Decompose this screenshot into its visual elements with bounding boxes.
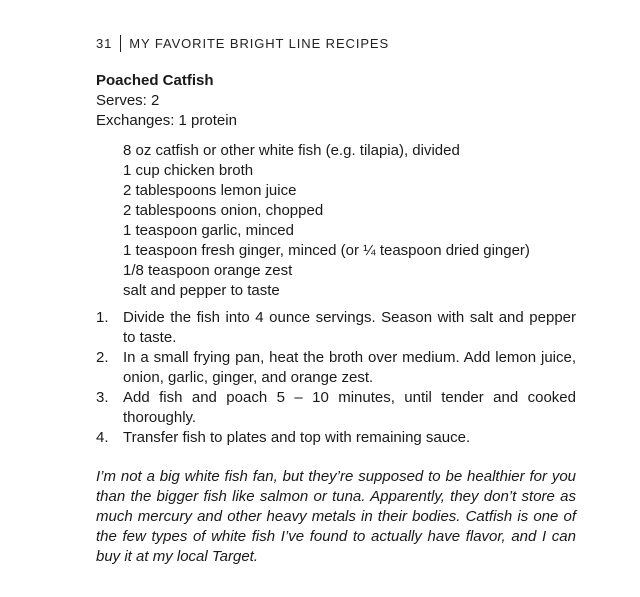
step-number: 2. [96, 349, 109, 366]
instruction-step [96, 308, 576, 348]
step-number: 3. [96, 389, 109, 406]
ingredient-list [123, 141, 530, 301]
ingredient-item: 2 tablespoons onion, chopped [123, 202, 324, 219]
step-number: 1. [96, 309, 109, 326]
instruction-step [96, 388, 576, 428]
step-text: In a small frying pan, heat the broth over medium. Add lemon juice, onion, garlic, ginger, and orange zest. [123, 349, 576, 386]
ingredient-item: salt and pepper to taste [123, 282, 280, 299]
header-divider [120, 35, 121, 52]
ingredient-item: 1 teaspoon garlic, minced [123, 222, 294, 239]
step-text: Divide the fish into 4 ounce servings. Season with salt and pepper to taste. [123, 309, 576, 346]
step-number: 4. [96, 429, 109, 446]
book-title: MY FAVORITE BRIGHT LINE RECIPES [129, 36, 390, 51]
ingredient-item: 1 teaspoon fresh ginger, minced (or ¼ teaspoon dried ginger) [123, 242, 530, 259]
page-header [96, 35, 389, 52]
instruction-list [96, 308, 576, 448]
recipe-exchanges: Exchanges: 1 protein [96, 112, 237, 129]
step-text: Transfer fish to plates and top with remaining sauce. [123, 429, 471, 446]
instruction-step [96, 348, 576, 388]
ingredient-item: 1/8 teaspoon orange zest [123, 262, 293, 279]
author-note: I’m not a big white fish fan, but they’re supposed to be healthier for you than the bigger fish like salmon or tuna. Apparently, they don’t store as much mercury and other heavy metals in their bodies. Catfish is one of the few types of white fish I’ve found to actually have flavor, and I can buy it at my local Target. [96, 468, 576, 565]
page-number: 31 [96, 36, 113, 51]
ingredient-item: 2 tablespoons lemon juice [123, 182, 297, 199]
recipe-heading [96, 71, 237, 131]
ingredient-item: 8 oz catfish or other white fish (e.g. tilapia), divided [123, 142, 460, 159]
ingredient-item: 1 cup chicken broth [123, 162, 254, 179]
recipe-serves: Serves: 2 [96, 92, 160, 109]
step-text: Add fish and poach 5 – 10 minutes, until tender and cooked thoroughly. [123, 389, 576, 426]
recipe-title: Poached Catfish [96, 72, 214, 89]
instruction-step [96, 428, 576, 448]
